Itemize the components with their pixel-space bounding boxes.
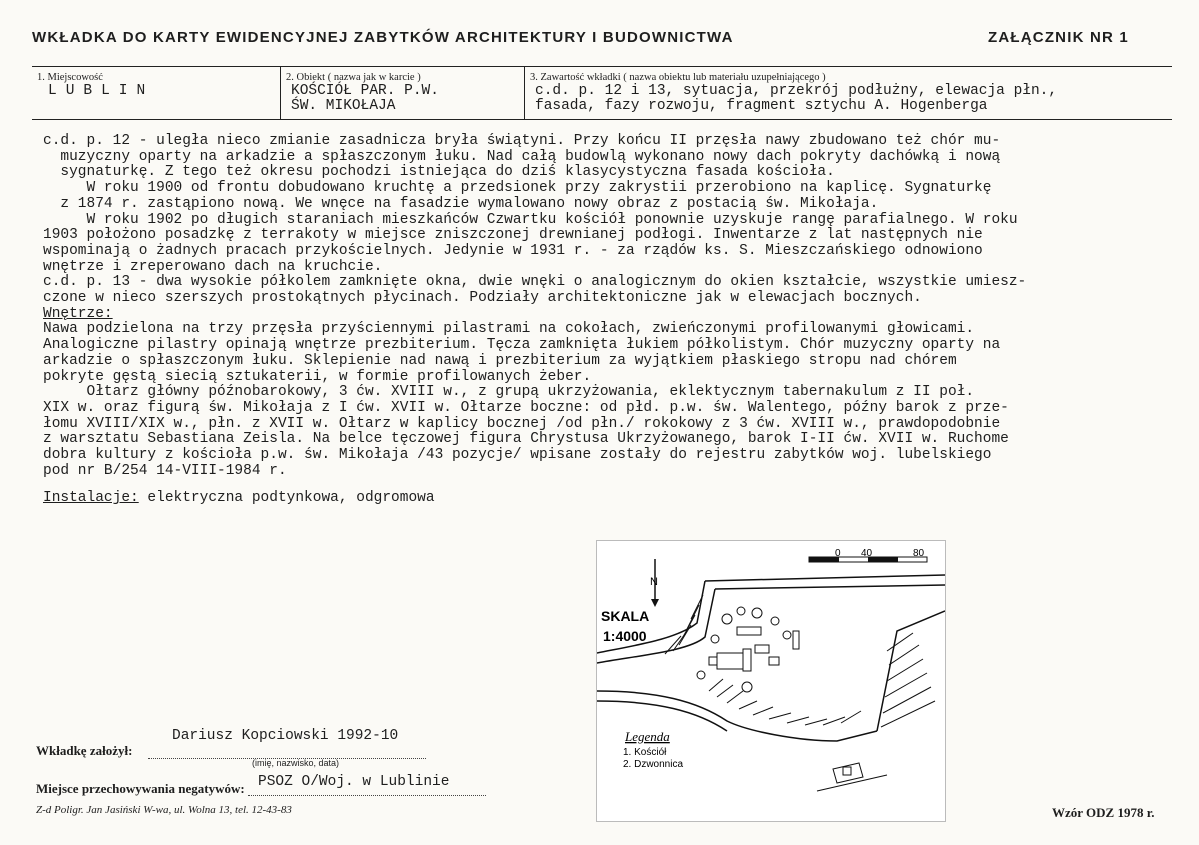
author-label: Wkładkę założył: <box>36 743 133 758</box>
location-label: 1. Miejscowość <box>37 72 103 83</box>
contents-label: 3. Zawartość wkładki ( nazwa obiektu lub materiału uzupełniającego ) <box>530 72 826 83</box>
storage-value: PSOZ O/Woj. w Lublinie <box>258 774 450 790</box>
scale-value: 1:4000 <box>603 628 647 644</box>
map-legend <box>623 729 683 770</box>
installations-label: Instalacje: <box>43 490 139 507</box>
object-label: 2. Obiekt ( nazwa jak w karcie ) <box>286 72 421 83</box>
form-template-number: Wzór ODZ 1978 r. <box>1052 805 1155 820</box>
installations-line <box>43 491 1171 507</box>
interior-heading: Wnętrze: <box>43 305 113 322</box>
storage-dotted-line <box>248 794 486 796</box>
site-plan-map <box>596 540 946 822</box>
location-field <box>32 67 280 119</box>
paragraph-facade: c.d. p. 13 - dwa wysokie półkolem zamknięte okna, dwie wnęki o analogicznym do okien kształcie, wszystkie umiesz- czone w nieco szerszych prostokątnych płycinach. Podziały architektoniczne jak w elewacjach bocznych. <box>43 274 1027 307</box>
site-plan-drawing <box>597 541 945 821</box>
author-value: Dariusz Kopciowski 1992-10 <box>172 728 399 744</box>
legend-item-belfry: 2. Dzwonnica <box>623 759 684 770</box>
scale-tick-0: 0 <box>835 548 841 559</box>
form-title: WKŁADKA DO KARTY EWIDENCYJNEJ ZABYTKÓW ARCHITEKTURY I BUDOWNICTWA <box>32 29 734 46</box>
contents-field <box>524 67 1173 119</box>
legend-item-church: 1. Kościół <box>623 747 667 758</box>
paragraph-history: c.d. p. 12 - uległa nieco zmianie zasadnicza bryła świątyni. Przy końcu II przęsła nawy zbudowano też chór mu- muzyczny oparty na arkadzie a spłaszczonym łuku. Nad całą budowlą wykonano nowy dach pokryty dachówką i nową sygnaturkę. Z tego też okresu pochodzi istniejąca do dziś klasycystyczna fasada kościoła. W roku 1900 od frontu dobudowano kruchtę a przedsionek przy zakrystii przerobiono na kaplicę. Sygnaturkę z 1874 r. zastąpiono nową. We wnęce na fasadzie wymalowano nowy obraz z postacią św. Mikołaja. W roku 1902 po długich staraniach mieszkańców Czwartku kościół ponownie uzyskuje rangę parafialnego. W roku 1903 położono posadzkę z terrakoty w miejsce zniszczonej drewnianej podłogi. Inwentarze z lat następnych nie wspominają o żadnych pracach przykościelnych. Jedynie w 1931 r. - za rządów ks. S. Mieszczańskiego odnowiono wnętrze i zreperowano dach na kruchcie. <box>43 133 1018 275</box>
scale-tick-80: 80 <box>913 548 925 559</box>
header-fields <box>32 66 1172 120</box>
north-label: N <box>650 576 658 588</box>
printer-imprint: Z-d Poligr. Jan Jasiński W-wa, ul. Wolna 13, tel. 12-43-83 <box>36 804 292 816</box>
location-value: LUBLIN <box>48 83 155 99</box>
paragraph-interior: Nawa podzielona na trzy przęsła przyściennymi pilastrami na cokołach, zwieńczonymi profilowanymi głowicami. Analogiczne pilastry opinają wnętrze prezbiterium. Tęcza zamknięta łukiem półkolistym. Chór muzyczny oparty na arkadzie o spłaszczonym łuku. Sklepienie nad nawą i prezbiterium za wyjątkiem płaskiego stropu nad chórem pokryte gęstą siecią sztukaterii, w formie profilowanych żeber. Ołtarz główny późnobarokowy, 3 ćw. XVIII w., z grupą ukrzyżowania, eklektycznym tabernakulum z II poł. XIX w. oraz figurą św. Mikołaja z I ćw. XVII w. Ołtarze boczne: od płd. p.w. św. Walentego, późny barok z prze- łomu XVIII/XIX w., płn. z XVII w. Ołtarz w kaplicy bocznej /od płn./ rokokowy z 3 ćw. XVIII w., prawdopodobnie z warsztatu Sebastiana Zeisla. Na belce tęczowej figura Chrystusa Ukrzyżowanego, barok I-II ćw. XVII w. Ruchome dobra kultury z kościoła p.w. św. Mikołaja /43 pozycje/ wpisane zostały do rejestru zabytków woj. lubelskiego pod nr B/254 14-VIII-1984 r. <box>43 321 1009 479</box>
street-lines <box>597 575 945 741</box>
description-body <box>43 134 1171 507</box>
author-hint: (imię, nazwisko, data) <box>252 758 340 768</box>
installations-value: elektryczna podtynkowa, odgromowa <box>138 490 435 507</box>
scale-label: SKALA <box>601 608 650 624</box>
escarpment-hatching <box>665 595 935 727</box>
legend-title: Legenda <box>625 729 670 744</box>
scale-tick-40: 40 <box>861 548 873 559</box>
storage-label: Miejsce przechowywania negatywów: <box>36 781 245 796</box>
church-outline-sketch <box>817 763 887 791</box>
contents-value: c.d. p. 12 i 13, sytuacja, przekrój podłużny, elewacja płn., fasada, fazy rozwoju, fragment sztychu A. Hogenberga <box>535 83 1058 114</box>
object-value: KOŚCIÓŁ PAR. P.W. ŚW. MIKOŁAJA <box>291 83 439 114</box>
church-buildings <box>697 607 799 692</box>
north-arrow-icon <box>650 559 659 607</box>
scale-bar <box>809 548 927 562</box>
object-field <box>280 67 525 119</box>
annex-number: ZAŁĄCZNIK NR 1 <box>988 29 1129 46</box>
